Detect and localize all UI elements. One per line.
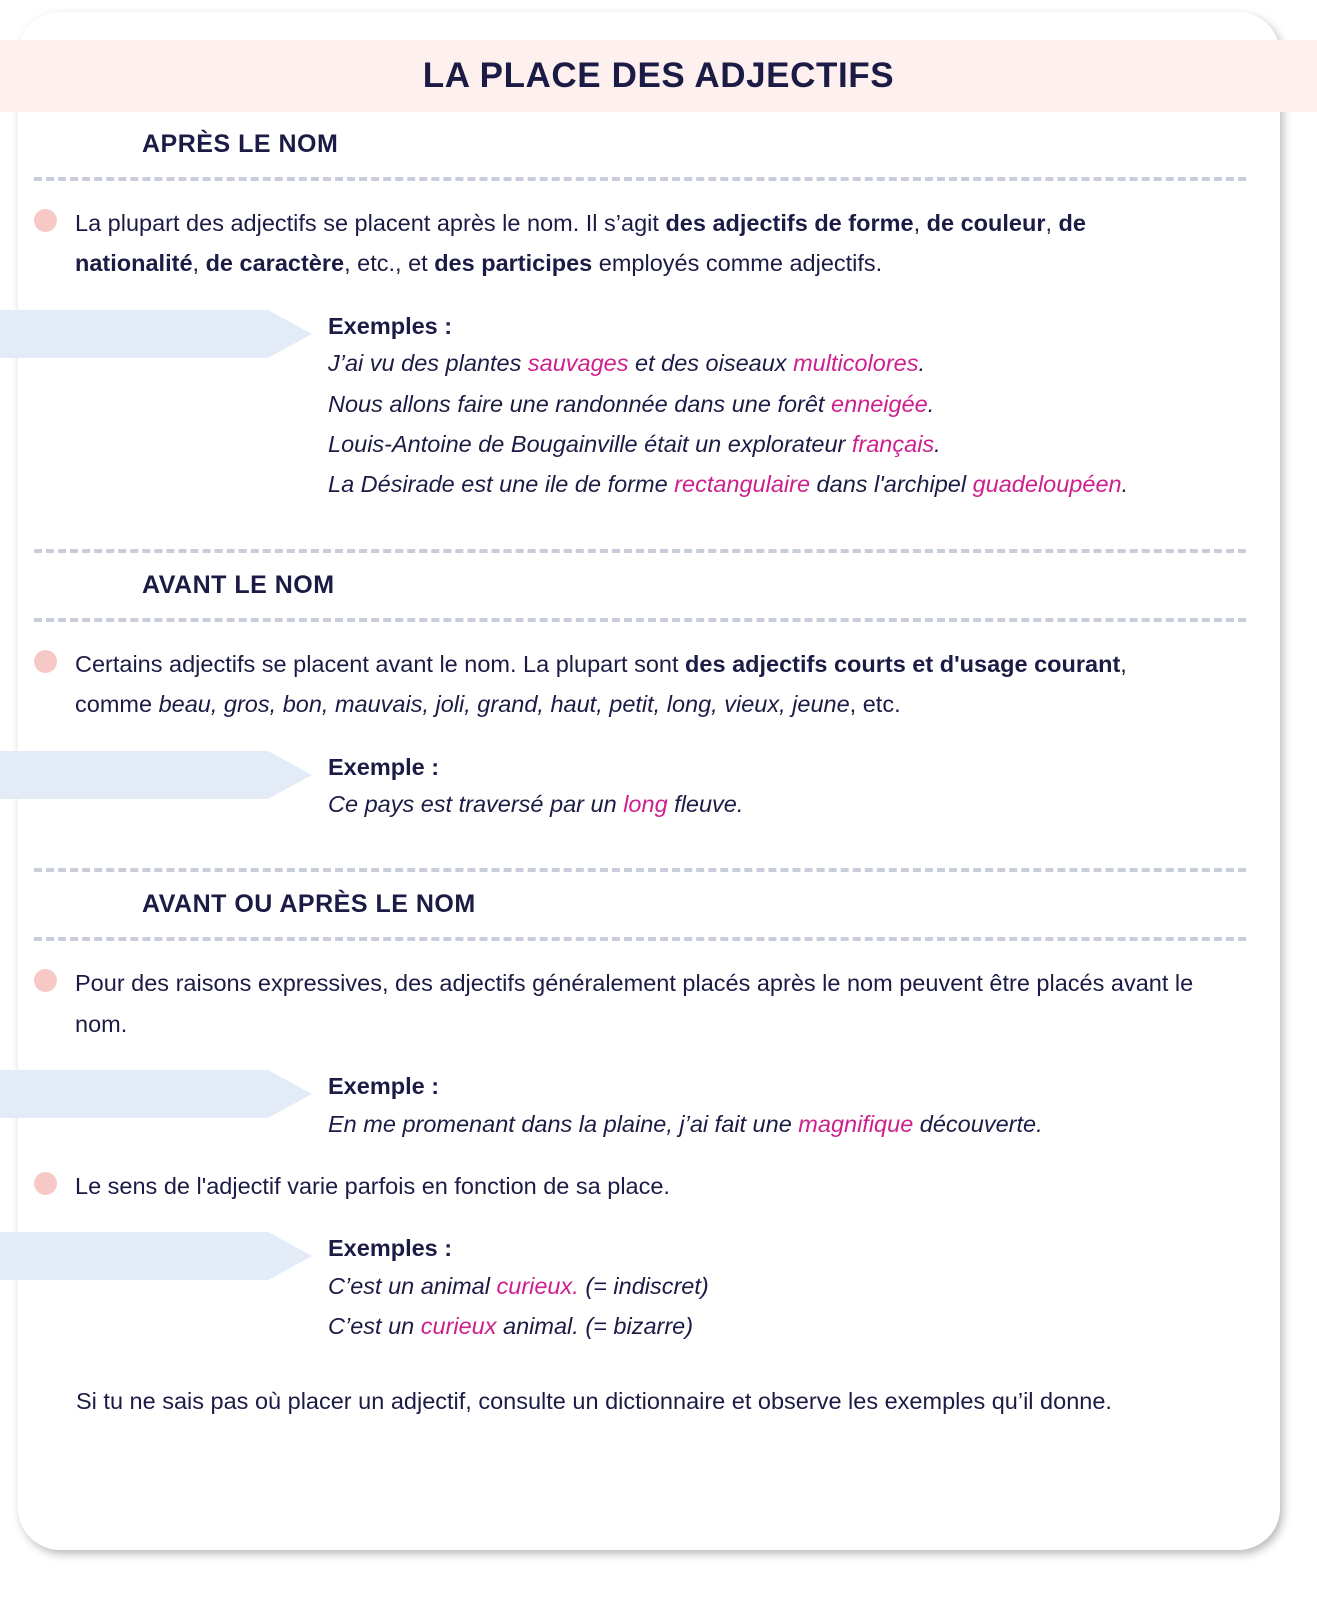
highlighted-adjective: guadeloupéen xyxy=(972,471,1122,498)
highlighted-adjective: multicolores xyxy=(793,350,919,377)
highlighted-adjective: enneigée xyxy=(831,390,928,417)
example-sentence: Ce pays est traversé par un long fleuve. xyxy=(328,790,744,817)
bullet-text: Pour des raisons expressives, des adjectifs généralement placés après le nom peuvent être placés avant le nom. xyxy=(75,970,1194,1037)
section-heading-avant-ou-apres-le-nom: AVANT OU APRÈS LE NOM xyxy=(142,890,476,919)
lesson-content xyxy=(0,112,1317,1421)
highlighted-adjective: long xyxy=(623,790,668,817)
closing-note: Si tu ne sais pas où placer un adjectif, consulte un dictionnaire et observe les exemples qu’il donne. xyxy=(76,1387,1112,1414)
example-block xyxy=(0,751,1317,825)
example-sentence: J’ai vu des plantes sauvages et des oiseaux multicolores. xyxy=(328,350,925,377)
example-arrow-icon xyxy=(0,310,312,358)
bullet-item xyxy=(0,181,1317,284)
example-lines xyxy=(328,784,1227,824)
example-sentence: Nous allons faire une randonnée dans une forêt enneigée. xyxy=(328,390,935,417)
example-sentence: Louis-Antoine de Bougainville était un explorateur français. xyxy=(328,430,941,457)
example-arrow-icon xyxy=(0,751,312,799)
highlighted-adjective: sauvages xyxy=(527,350,629,377)
example-block xyxy=(0,310,1317,505)
highlighted-adjective: curieux. xyxy=(496,1272,579,1299)
title-band xyxy=(0,40,1317,112)
section-heading-apres-le-nom: APRÈS LE NOM xyxy=(142,130,339,158)
bullet-dot-icon xyxy=(34,969,57,992)
highlighted-adjective: français xyxy=(851,430,935,457)
page-title: LA PLACE DES ADJECTIFS xyxy=(422,56,895,95)
example-label: Exemples : xyxy=(328,312,453,339)
example-label: Exemple : xyxy=(328,1073,440,1100)
example-lines xyxy=(328,1104,1227,1144)
example-sentence: En me promenant dans la plaine, j’ai fait une magnifique découverte. xyxy=(328,1110,1043,1137)
example-sentence: C’est un curieux animal. (= bizarre) xyxy=(328,1313,694,1340)
bullet-text: Le sens de l'adjectif varie parfois en fonction de sa place. xyxy=(75,1172,670,1199)
highlighted-adjective: magnifique xyxy=(798,1110,914,1137)
bullet-item xyxy=(0,1144,1317,1206)
bullet-dot-icon xyxy=(34,1172,57,1195)
example-arrow-icon xyxy=(0,1232,312,1280)
bullet-item xyxy=(0,941,1317,1044)
example-lines xyxy=(328,1266,1227,1347)
example-sentence: C’est un animal curieux. (= indiscret) xyxy=(328,1272,709,1299)
highlighted-adjective: curieux xyxy=(420,1313,497,1340)
bullet-item xyxy=(0,622,1317,725)
example-block xyxy=(0,1232,1317,1346)
example-lines xyxy=(328,343,1227,505)
bullet-text: La plupart des adjectifs se placent après le nom. Il s’agit des adjectifs de forme, de couleur, de nationalité, de caractère, etc., et des participes employés comme adjectifs. xyxy=(75,210,1086,277)
highlighted-adjective: rectangulaire xyxy=(674,471,811,498)
example-sentence: La Désirade est une ile de forme rectangulaire dans l'archipel guadeloupéen. xyxy=(328,471,1129,498)
example-arrow-icon xyxy=(0,1070,312,1118)
example-block xyxy=(0,1070,1317,1144)
bullet-dot-icon xyxy=(34,650,57,673)
bullet-dot-icon xyxy=(34,209,57,232)
example-label: Exemples : xyxy=(328,1235,453,1262)
example-label: Exemple : xyxy=(328,753,440,780)
section-heading-avant-le-nom: AVANT LE NOM xyxy=(142,570,335,599)
bullet-text: Certains adjectifs se placent avant le nom. La plupart sont des adjectifs courts et d'usage courant, comme beau, gros, bon, mauvais, joli, grand, haut, petit, long, vieux, jeune, etc. xyxy=(75,650,1127,718)
